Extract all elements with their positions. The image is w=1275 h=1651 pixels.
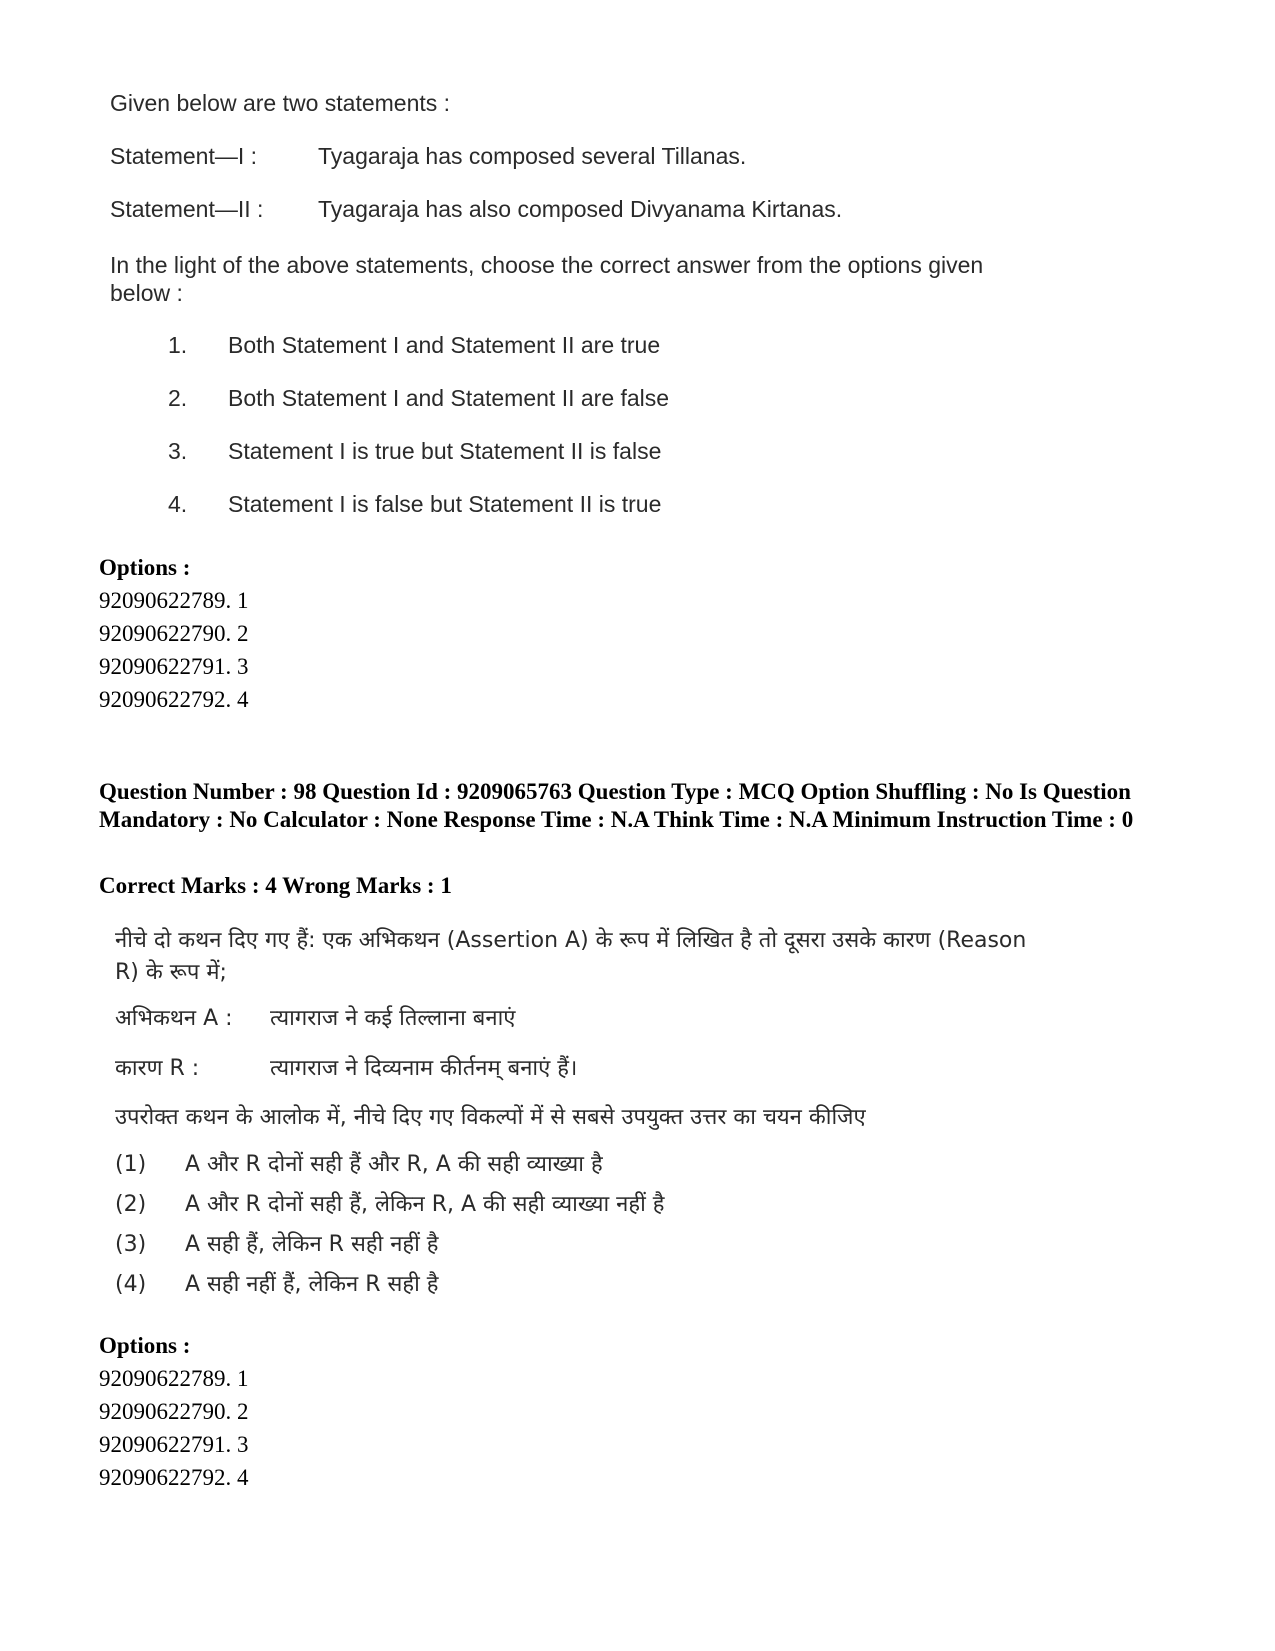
hindi-choice-1-text: A और R दोनों सही हैं और R, A की सही व्याख्या है: [185, 1152, 603, 1177]
question-instruction: In the light of the above statements, choose the correct answer from the options given below :: [110, 252, 984, 306]
option-row: 92090622790. 2: [99, 621, 249, 646]
statement-1: [110, 143, 746, 170]
hindi-choice-4: [115, 1268, 438, 1298]
choice-4: [168, 491, 661, 518]
choice-4-text: Statement I is false but Statement II is true: [228, 491, 662, 517]
hindi-statement-assertion: [115, 1002, 515, 1032]
hindi-choice-2-number: (2): [115, 1192, 147, 1217]
hindi-choice-3: [115, 1228, 438, 1258]
statement-2-label: Statement—II :: [110, 196, 264, 222]
hindi-choice-3-text: A सही हैं, लेकिन R सही नहीं है: [185, 1232, 439, 1257]
hindi-choice-3-number: (3): [115, 1232, 147, 1257]
choice-2-number: 2.: [168, 385, 188, 411]
hindi-question-intro: नीचे दो कथन दिए गए हैं: एक अभिकथन (Assertion A) के रूप में लिखित है तो दूसरा उसके कारण (Reason R) के रूप में;: [115, 928, 1027, 985]
statement-2: [110, 196, 842, 223]
statement-1-label: Statement—I :: [110, 143, 258, 169]
hindi-statement-assertion-label: अभिकथन A :: [115, 1006, 233, 1031]
option-row: 92090622792. 4: [99, 687, 249, 712]
option-row: 92090622791. 3: [99, 654, 249, 679]
hindi-choice-1-number: (1): [115, 1152, 147, 1177]
choice-3-number: 3.: [168, 438, 188, 464]
hindi-question-instruction: उपरोक्त कथन के आलोक में, नीचे दिए गए विकल्पों में से सबसे उपयुक्त उत्तर का चयन कीजिए: [115, 1105, 866, 1130]
hindi-choice-4-number: (4): [115, 1272, 147, 1297]
choice-4-number: 4.: [168, 491, 188, 517]
option-row: 92090622790. 2: [99, 1399, 249, 1424]
option-row: 92090622792. 4: [99, 1465, 249, 1490]
hindi-choice-2-text: A और R दोनों सही हैं, लेकिन R, A की सही व्याख्या नहीं है: [185, 1192, 665, 1217]
statement-2-text: Tyagaraja has also composed Divyanama Kirtanas.: [318, 196, 843, 222]
choice-2-text: Both Statement I and Statement II are false: [228, 385, 670, 411]
options-heading: Options :: [99, 555, 191, 580]
choice-3: [168, 438, 661, 465]
choice-2: [168, 385, 669, 412]
option-row: 92090622791. 3: [99, 1432, 249, 1457]
question-marks: Correct Marks : 4 Wrong Marks : 1: [99, 873, 452, 898]
statement-1-text: Tyagaraja has composed several Tillanas.: [318, 143, 747, 169]
hindi-choice-4-text: A सही नहीं हैं, लेकिन R सही है: [185, 1272, 439, 1297]
question-intro: Given below are two statements :: [110, 90, 451, 116]
hindi-choice-2: [115, 1188, 664, 1218]
choice-1-text: Both Statement I and Statement II are true: [228, 332, 661, 358]
hindi-statement-reason-label: कारण R :: [115, 1056, 200, 1081]
hindi-statement-reason: [115, 1052, 577, 1082]
choice-3-text: Statement I is true but Statement II is false: [228, 438, 662, 464]
option-row: 92090622789. 1: [99, 588, 249, 613]
choice-1-number: 1.: [168, 332, 188, 358]
hindi-choice-1: [115, 1148, 603, 1178]
hindi-statement-reason-text: त्यागराज ने दिव्यनाम कीर्तनम् बनाएं हैं।: [270, 1056, 578, 1081]
question-meta: Question Number : 98 Question Id : 9209065763 Question Type : MCQ Option Shuffling : No Is Question Mandatory : No Calculator : None Response Time : N.A Think Time : N.A Minimum Instruction Time : 0: [99, 779, 1134, 832]
hindi-statement-assertion-text: त्यागराज ने कई तिल्लाना बनाएं: [270, 1006, 516, 1031]
choice-1: [168, 332, 660, 359]
options-heading: Options :: [99, 1333, 191, 1358]
option-row: 92090622789. 1: [99, 1366, 249, 1391]
